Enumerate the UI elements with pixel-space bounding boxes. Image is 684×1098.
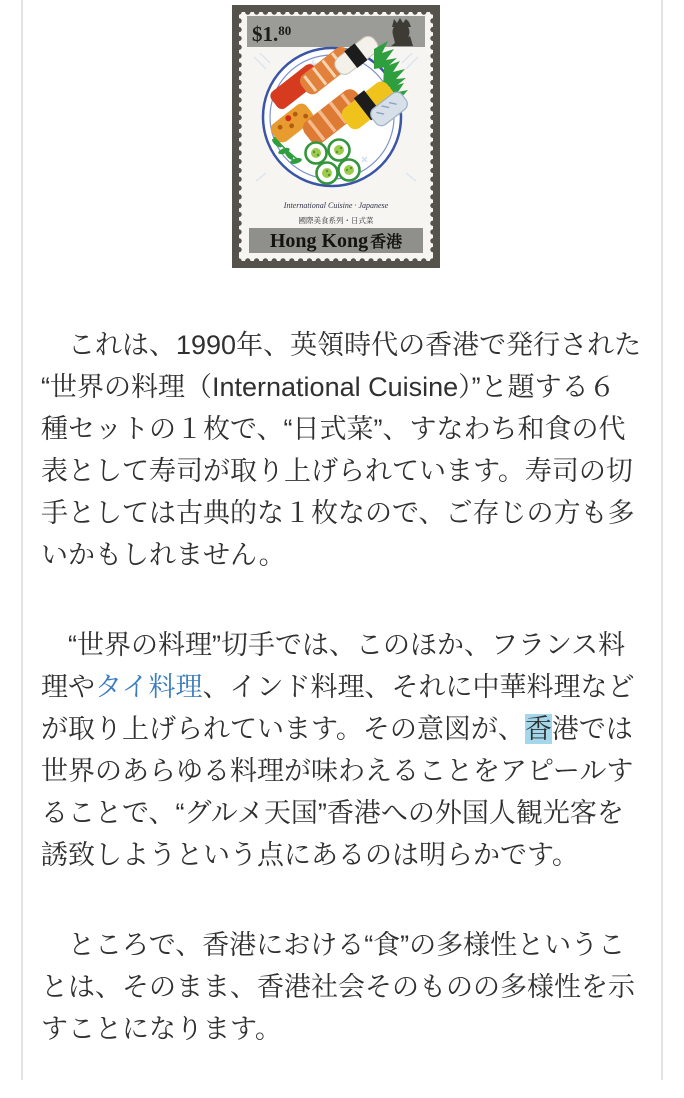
text-segment: が取り上げられています。その意図が、 [41, 714, 525, 744]
text-line [41, 324, 661, 366]
text-line [41, 624, 661, 666]
text-segment: “世界の料理（International Cuisine）”と題する６ [41, 372, 616, 402]
text-line [41, 492, 661, 534]
text-line [41, 1008, 661, 1050]
stamp-caption-en: International Cuisine · Japanese [283, 201, 389, 210]
text-segment: ることで、“グルメ天国”香港への外国人観光客を [41, 798, 624, 828]
text-segment: 、インド料理、それに中華料理など [202, 672, 635, 702]
text-segment: すことになります。 [41, 1014, 282, 1044]
text-segment: 世界のあらゆる料理が味わえることをアピールす [41, 756, 634, 786]
content-right-border [661, 0, 663, 1080]
content-left-border [21, 0, 23, 1080]
stamp-svg [232, 5, 440, 268]
text-line [41, 408, 661, 450]
text-line [41, 534, 661, 576]
text-segment: いかもしれません。 [41, 540, 286, 570]
text-segment: “世界の料理”切手では、このほか、フランス料 [41, 630, 626, 660]
text-segment: とは、そのまま、香港社会そのものの多様性を示 [41, 972, 635, 1002]
text-line [41, 450, 661, 492]
stamp-caption-zh: 國際美食系列・日式菜 [298, 216, 374, 225]
text-line [41, 924, 661, 966]
stamp-country-label: Hong Kong 香港 [269, 230, 403, 252]
text-segment: 誘致しようという点にあるのは明らかです。 [41, 840, 579, 870]
text-segment: ところで、香港における“食”の多様性というこ [41, 930, 626, 960]
text-line [41, 708, 661, 750]
text-segment: 表として寿司が取り上げられています。寿司の切 [41, 456, 633, 486]
article-body [41, 324, 661, 1098]
paragraph [41, 324, 661, 576]
text-segment: 種セットの１枚で、“日式菜”、すなわち和食の代 [41, 414, 626, 444]
search-highlight: 香 [524, 714, 552, 744]
stamp-image [232, 5, 440, 268]
text-line [41, 750, 661, 792]
text-segment: 理や [41, 672, 95, 702]
link-thai-cuisine[interactable]: タイ料理 [95, 672, 203, 702]
text-line [41, 966, 661, 1008]
text-segment: 手としては古典的な１枚なので、ご存じの方も多 [41, 498, 635, 528]
text-line [41, 366, 661, 408]
text-line [41, 666, 661, 708]
text-line [41, 834, 661, 876]
text-segment: これは、1990年、英領時代の香港で発行された [41, 330, 642, 360]
paragraph [41, 624, 661, 876]
text-segment: 港では [551, 714, 633, 744]
paragraph [41, 924, 661, 1050]
text-line [41, 792, 661, 834]
denomination-label: $1.80 [252, 22, 292, 46]
